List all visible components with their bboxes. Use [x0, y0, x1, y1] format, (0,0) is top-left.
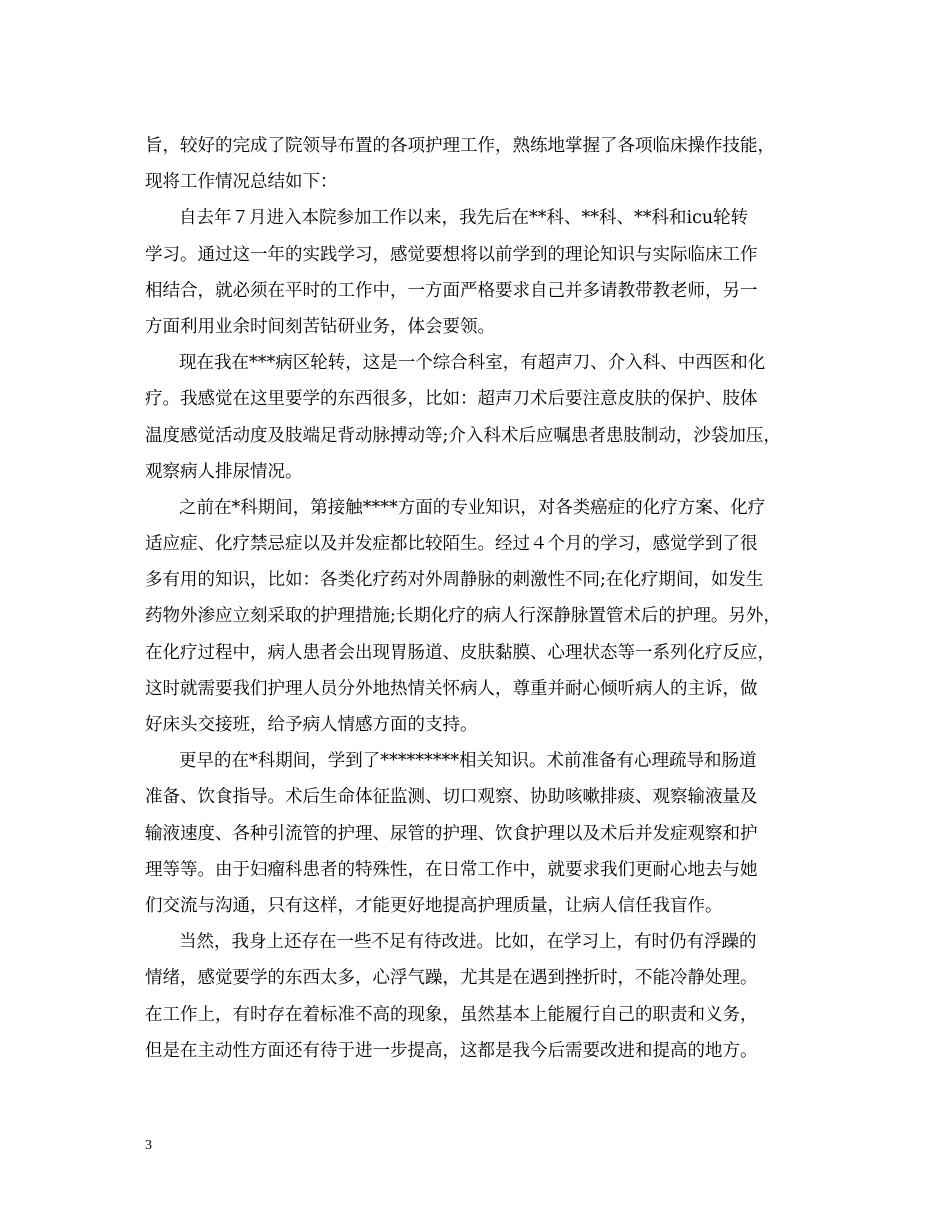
text-line: 相结合，就必须在平时的工作中，一方面严格要求自己并多请教带教老师，另一: [145, 280, 758, 301]
text-line: 学习。通过这一年的实践学习，感觉要想将以前学到的理论知识与实际临床工作: [145, 244, 758, 265]
text-line: 当然，我身上还存在一些不足有待改进。比如，在学习上，有时仍有浮躁的: [179, 932, 757, 953]
text-line: 输液速度、各种引流管的护理、尿管的护理、饮食护理以及术后并发症观察和护: [145, 823, 758, 844]
text-line: 自去年７月进入本院参加工作以来，我先后在**科、**科、**科和icu轮转: [179, 208, 749, 229]
text-line: 现将工作情况总结如下：: [145, 172, 338, 193]
text-line: 们交流与沟通，只有这样，才能更好地提高护理质量，让病人信任我盲作。: [145, 895, 723, 916]
text-line: 准备、饮食指导。术后生命体征监测、切口观察、协助咳嗽排痰、观察输液量及: [145, 787, 758, 808]
text-line: 多有用的知识，比如：各类化疗药对外周静脉的刺激性不同;在化疗期间，如发生: [145, 570, 764, 591]
text-line: 在工作上，有时存在着标准不高的现象，虽然基本上能履行自己的职责和义务，: [145, 1004, 758, 1025]
text-line: 方面利用业余时间刻苦钻研业务，体会要领。: [145, 316, 495, 337]
document-body: [145, 128, 815, 1069]
text-line: 之前在*科期间，第接触****方面的专业知识，对各类癌症的化疗方案、化疗: [179, 497, 766, 518]
text-line: 这时就需要我们护理人员分外地热情关怀病人，尊重并耐心倾听病人的主诉，做: [145, 678, 758, 699]
text-line: 疗。我感觉在这里要学的东西很多，比如：超声刀术后要注意皮肤的保护、肢体: [145, 389, 758, 410]
text-line: 但是在主动性方面还有待于进一步提高，这都是我今后需要改进和提高的地方。: [145, 1040, 758, 1061]
text-line: 好床头交接班，给予病人情感方面的支持。: [145, 715, 478, 735]
text-line: 旨，较好的完成了院领导布置的各项护理工作，熟练地掌握了各项临床操作技能，: [145, 136, 775, 156]
text-line: 观察病人排尿情况。: [145, 461, 303, 482]
text-line: 理等等。由于妇瘤科患者的特殊性，在日常工作中，就要求我们更耐心地去与她: [145, 859, 758, 880]
text-line: 适应症、化疗禁忌症以及并发症都比较陌生。经过４个月的学习，感觉学到了很: [145, 534, 758, 555]
text-line: 更早的在*科期间，学到了*********相关知识。术前准备有心理疏导和肠道: [179, 751, 757, 772]
page-number: 3: [145, 1138, 152, 1153]
text-line: 现在我在***病区轮转，这是一个综合科室，有超声刀、介入科、中西医和化: [179, 353, 766, 374]
text-line: 温度感觉活动度及肢端足背动脉搏动等;介入科术后应嘱患者患肢制动，沙袋加压，: [145, 425, 781, 446]
text-line: 药物外渗应立刻采取的护理措施;长期化疗的病人行深静脉置管术后的护理。另外，: [145, 606, 781, 627]
text-line: 在化疗过程中，病人患者会出现胃肠道、皮肤黏膜、心理状态等一系列化疗反应，: [145, 642, 775, 663]
text-line: 情绪，感觉要学的东西太多，心浮气躁，尤其是在遇到挫折时，不能冷静处理。: [145, 968, 758, 989]
